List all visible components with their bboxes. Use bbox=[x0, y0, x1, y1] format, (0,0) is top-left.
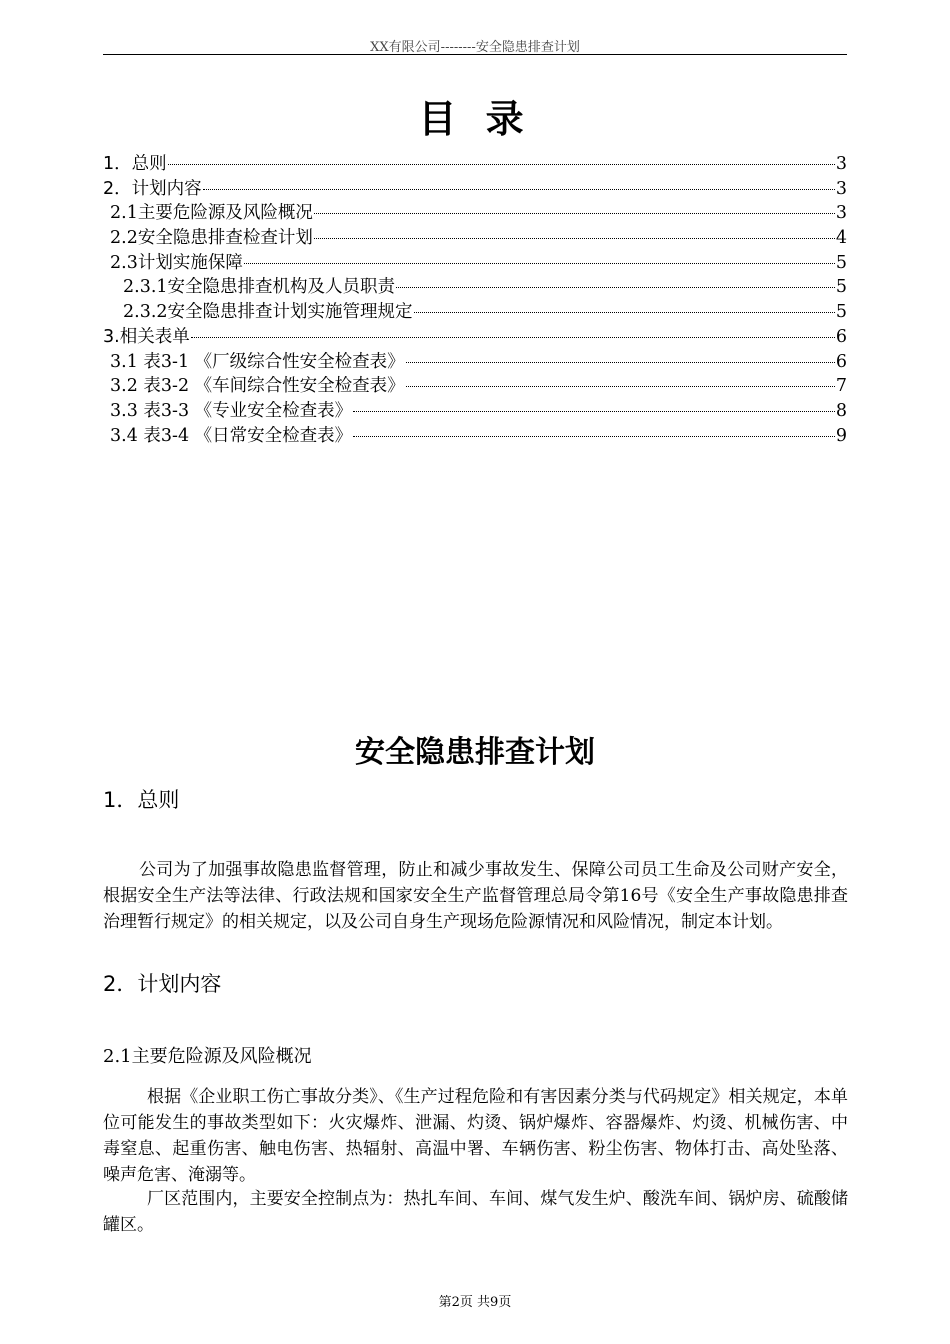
document-title: 安全隐患排查计划 bbox=[355, 735, 595, 770]
toc-leader bbox=[314, 238, 835, 239]
toc-leader bbox=[353, 411, 835, 412]
toc-entry[interactable]: 2.2安全隐患排查检查计划 4 bbox=[110, 228, 847, 249]
toc-entry[interactable]: 3.4 表3-4 《日常安全检查表》 9 bbox=[110, 425, 847, 446]
control-points-paragraph: 厂区范围内，主要安全控制点为：热扎车间、车间、煤气发生炉、酸洗车间、锅炉房、硫酸储罐区。 bbox=[103, 1189, 848, 1235]
toc-leader bbox=[314, 213, 835, 214]
general-paragraph: 公司为了加强事故隐患监督管理，防止和减少事故发生、保障公司员工生命及公司财产安全，根据安全生产法等法律、行政法规和国家安全生产监督管理总局令第16号《安全生产事故隐患排查治理暂行规定》的相关规定，以及公司自身生产现场危险源情况和风险情况，制定本计划。 bbox=[103, 860, 848, 932]
section-heading-plan: 2．计划内容 bbox=[103, 972, 222, 996]
toc-leader bbox=[191, 337, 835, 338]
toc-entry[interactable]: 3.3 表3-3 《专业安全检查表》 8 bbox=[110, 400, 847, 421]
section-heading-general: 1．总则 bbox=[103, 788, 180, 812]
header-divider bbox=[103, 54, 847, 55]
subsection-heading-hazards: 2.1主要危险源及风险概况 bbox=[103, 1046, 312, 1067]
toc-leader bbox=[414, 312, 835, 313]
page-header: XX有限公司--------安全隐患排查计划 bbox=[370, 40, 580, 55]
table-of-contents bbox=[103, 150, 847, 446]
toc-entry[interactable]: 2.3.2安全隐患排查计划实施管理规定 5 bbox=[123, 302, 847, 323]
toc-leader bbox=[203, 189, 835, 190]
toc-entry[interactable]: 2.3.1安全隐患排查机构及人员职责 5 bbox=[123, 277, 847, 298]
toc-leader bbox=[168, 164, 835, 165]
toc-leader bbox=[406, 362, 835, 363]
toc-entry[interactable]: 2.3计划实施保障 5 bbox=[110, 252, 847, 273]
toc-entry[interactable]: 2．计划内容 3 bbox=[103, 178, 847, 199]
page-footer: 第2页 共9页 bbox=[438, 1295, 512, 1310]
toc-entry[interactable]: 3.2 表3-2 《车间综合性安全检查表》 7 bbox=[110, 376, 847, 397]
toc-entry[interactable]: 1．总则 3 bbox=[103, 154, 847, 174]
toc-leader bbox=[244, 263, 835, 264]
toc-title: 目 录 bbox=[418, 97, 532, 141]
toc-entry[interactable]: 2.1主要危险源及风险概况 3 bbox=[110, 203, 847, 224]
toc-leader bbox=[353, 436, 835, 437]
toc-leader bbox=[406, 386, 835, 387]
toc-entry[interactable]: 3.1 表3-1 《厂级综合性安全检查表》 6 bbox=[110, 351, 847, 372]
hazards-paragraph: 根据《企业职工伤亡事故分类》、《生产过程危险和有害因素分类与代码规定》相关规定，本单位可能发生的事故类型如下：火灾爆炸、泄漏、灼烫、锅炉爆炸、容器爆炸、灼烫、机械伤害、中毒窒息、起重伤害、触电伤害、热辐射、高温中署、车辆伤害、粉尘伤害、物体打击、高处坠落、噪声危害、淹溺等。 bbox=[103, 1087, 848, 1185]
toc-leader bbox=[396, 287, 835, 288]
toc-entry[interactable]: 3.相关表单 6 bbox=[103, 326, 847, 347]
